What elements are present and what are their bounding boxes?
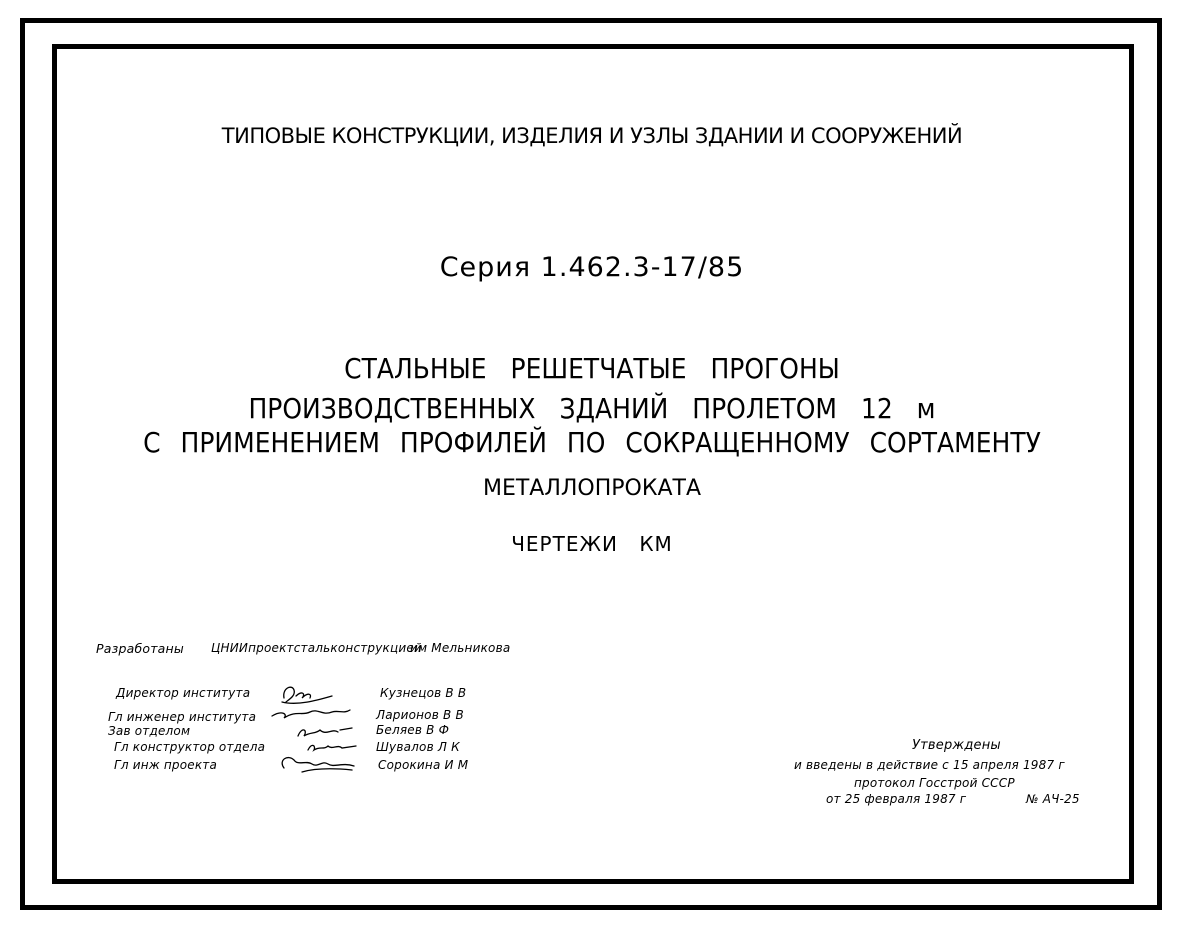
- staff-name: Ларионов В В: [376, 708, 464, 722]
- title-line-1: СТАЛЬНЫЕ РЕШЕТЧАТЫЕ ПРОГОНЫ: [344, 352, 840, 385]
- approval-title: Утверждены: [912, 738, 1001, 753]
- staff-name: Беляев В Ф: [376, 723, 450, 737]
- approval-number: № АЧ-25: [1026, 792, 1080, 806]
- title-line-2: ПРОИЗВОДСТВЕННЫХ ЗДАНИЙ ПРОЛЕТОМ 12 м: [248, 392, 936, 425]
- title-line-4: МЕТАЛЛОПРОКАТА: [482, 476, 702, 501]
- staff-name: Кузнецов В В: [380, 686, 467, 700]
- title-line-3: С ПРИМЕНЕНИЕМ ПРОФИЛЕЙ ПО СОКРАЩЕННОМУ СОРТАМЕНТУ: [143, 426, 1041, 459]
- staff-position: Гл конструктор отдела: [114, 740, 266, 754]
- document-heading: ТИПОВЫЕ КОНСТРУКЦИИ, ИЗДЕЛИЯ И УЗЛЫ ЗДАНИИ И СООРУЖЕНИЙ: [221, 124, 963, 148]
- staff-position: Гл инженер института: [108, 710, 257, 724]
- staff-position: Директор института: [116, 686, 251, 700]
- staff-position: Зав отделом: [108, 724, 191, 738]
- series-number: Серия 1.462.3-17/85: [439, 252, 745, 283]
- staff-position: Гл инж проекта: [114, 758, 218, 772]
- approval-protocol: протокол Госстрой СССР: [854, 776, 1015, 790]
- staff-name: Шувалов Л К: [376, 740, 460, 754]
- approval-effective-date: и введены в действие с 15 апреля 1987 г: [794, 758, 1065, 772]
- staff-name: Сорокина И М: [378, 758, 469, 772]
- developer-organization: ЦНИИпроектстальконструкцией: [211, 641, 422, 655]
- drawings-label: ЧЕРТЕЖИ КМ: [511, 532, 673, 556]
- developer-named-after: им Мельникова: [410, 641, 511, 655]
- signatures-graphic: [262, 680, 372, 776]
- approval-protocol-date: от 25 февраля 1987 г: [826, 792, 967, 806]
- developed-by-label: Разработаны: [96, 641, 184, 656]
